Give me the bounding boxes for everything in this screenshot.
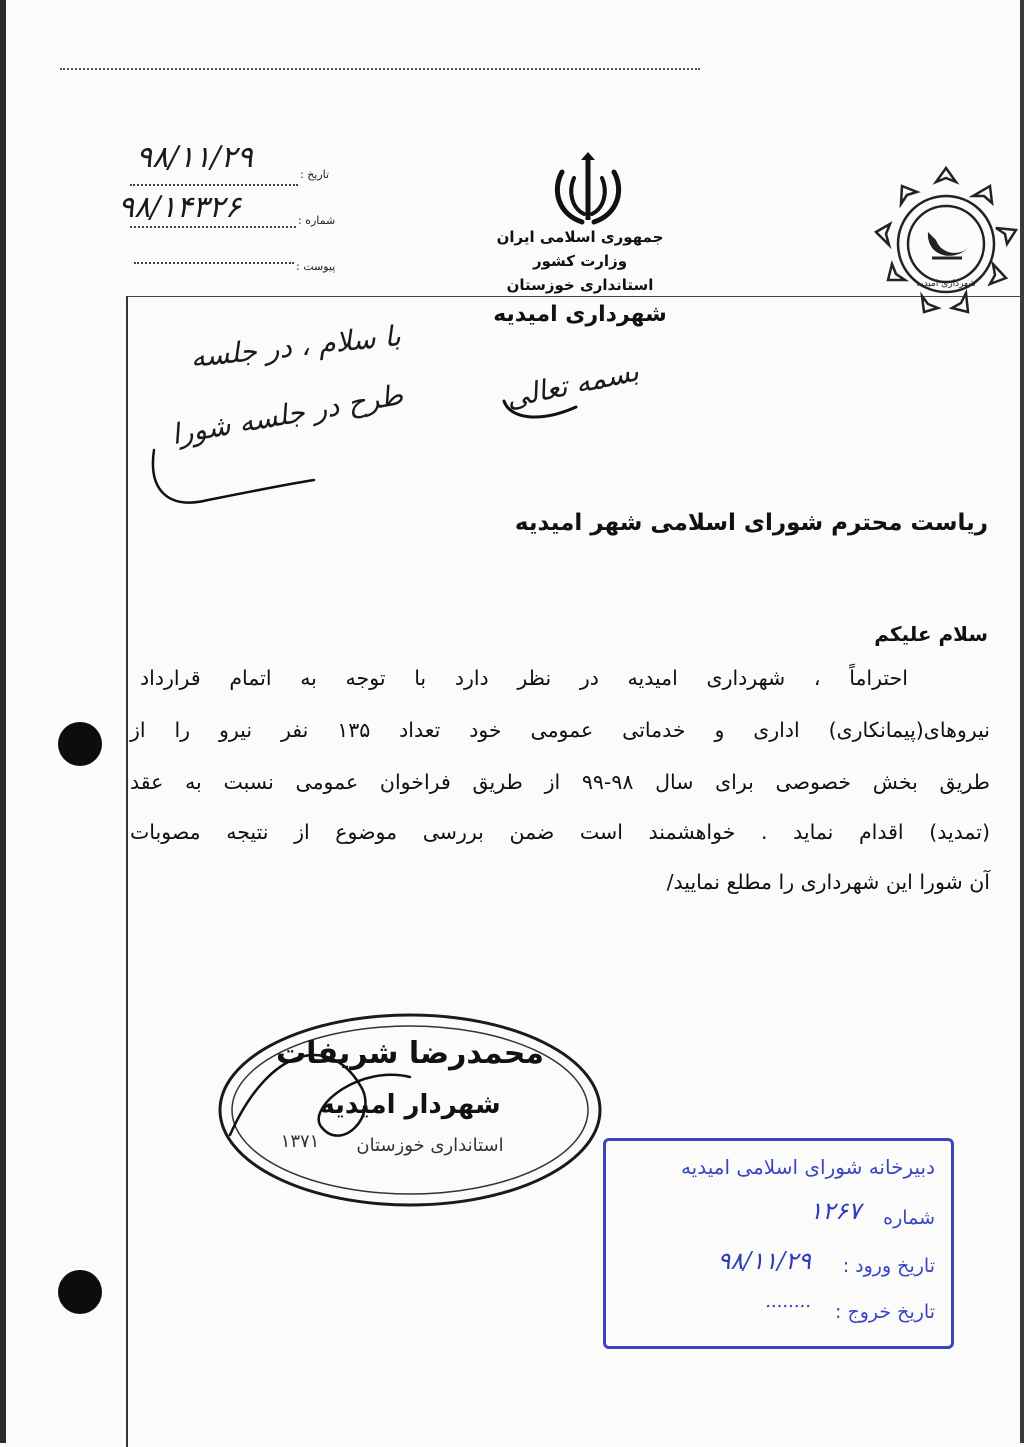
gov-line-3: استانداری خوزستان [506, 276, 654, 294]
secretariat-stamp [603, 1138, 954, 1349]
body-line-2: نیروهای(پیمانکاری) اداری و خدماتی عمومی خود تعداد ۱۳۵ نفر نیرو را از [130, 718, 990, 742]
body-line-4: (تمدید) اقدام نماید . خواهشمند است ضمن بررسی موضوع از نتیجه مصوبات [130, 820, 990, 844]
stamp-exit-value: ........ [765, 1291, 811, 1312]
gov-line-1: جمهوری اسلامی ایران [496, 228, 664, 246]
date-dots [130, 184, 298, 186]
iran-emblem-icon [548, 150, 628, 230]
body-line-3: طریق بخش خصوصی برای سال ۹۸-۹۹ از طریق فراخوان عمومی نسبت به عقد [130, 770, 990, 794]
stamp-number-label: شماره [883, 1207, 935, 1229]
punch-hole-upper [58, 722, 102, 766]
top-dotted-rule [60, 68, 700, 70]
body-line-1: احتراماً ، شهرداری امیدیه در نظر دارد با توجه به اتمام قرارداد [140, 666, 908, 690]
number-label: شماره : [298, 214, 336, 227]
seal-title: شهردار امیدیه [319, 1090, 501, 1120]
stamp-exit-label: تاریخ خروج : [835, 1301, 935, 1323]
logo-caption: شهرداری امیدیه [916, 279, 976, 289]
attachment-dots [134, 262, 294, 264]
seal-name: محمدرضا شریفات [275, 1036, 545, 1071]
municipality-logo [866, 160, 1024, 330]
mayor-seal [210, 1005, 610, 1215]
punch-hole-lower [58, 1270, 102, 1314]
note-handwriting-1: با سلام ، در جلسه [188, 319, 403, 374]
municipality-title: شهرداری امیدیه [470, 302, 690, 327]
stamp-entry-label: تاریخ ورود : [842, 1255, 935, 1277]
gov-line-2: وزارت کشور [532, 252, 628, 270]
seal-org: استانداری خوزستان [356, 1135, 504, 1156]
greeting: سلام علیکم [874, 622, 988, 646]
invocation-flourish [500, 395, 580, 425]
note-underline-stroke [148, 430, 318, 520]
scan-edge-left [0, 0, 6, 1443]
number-value: ۹۸/۱۴۳۲۶ [118, 190, 241, 225]
number-dots [130, 226, 296, 228]
date-label: تاریخ : [300, 168, 330, 181]
addressee: ریاست محترم شورای اسلامی شهر امیدیه [514, 510, 988, 536]
seal-year: ۱۳۷۱ [280, 1131, 320, 1152]
stamp-entry-value: ۹۸/۱۱/۲۹ [717, 1247, 811, 1275]
body-line-5: آن شورا این شهرداری را مطلع نمایید/ [666, 870, 990, 894]
attachment-label: پیوست : [296, 260, 336, 273]
note-handwriting-2: طرح در جلسه شورا [168, 377, 406, 452]
stamp-number-value: ۱۲۶۷ [809, 1197, 861, 1225]
stamp-title: دبیرخانه شورای اسلامی امیدیه [680, 1155, 935, 1179]
date-value: ۹۸/۱۱/۲۹ [136, 140, 253, 175]
invocation-handwriting: بسمه تعالی [503, 354, 642, 415]
